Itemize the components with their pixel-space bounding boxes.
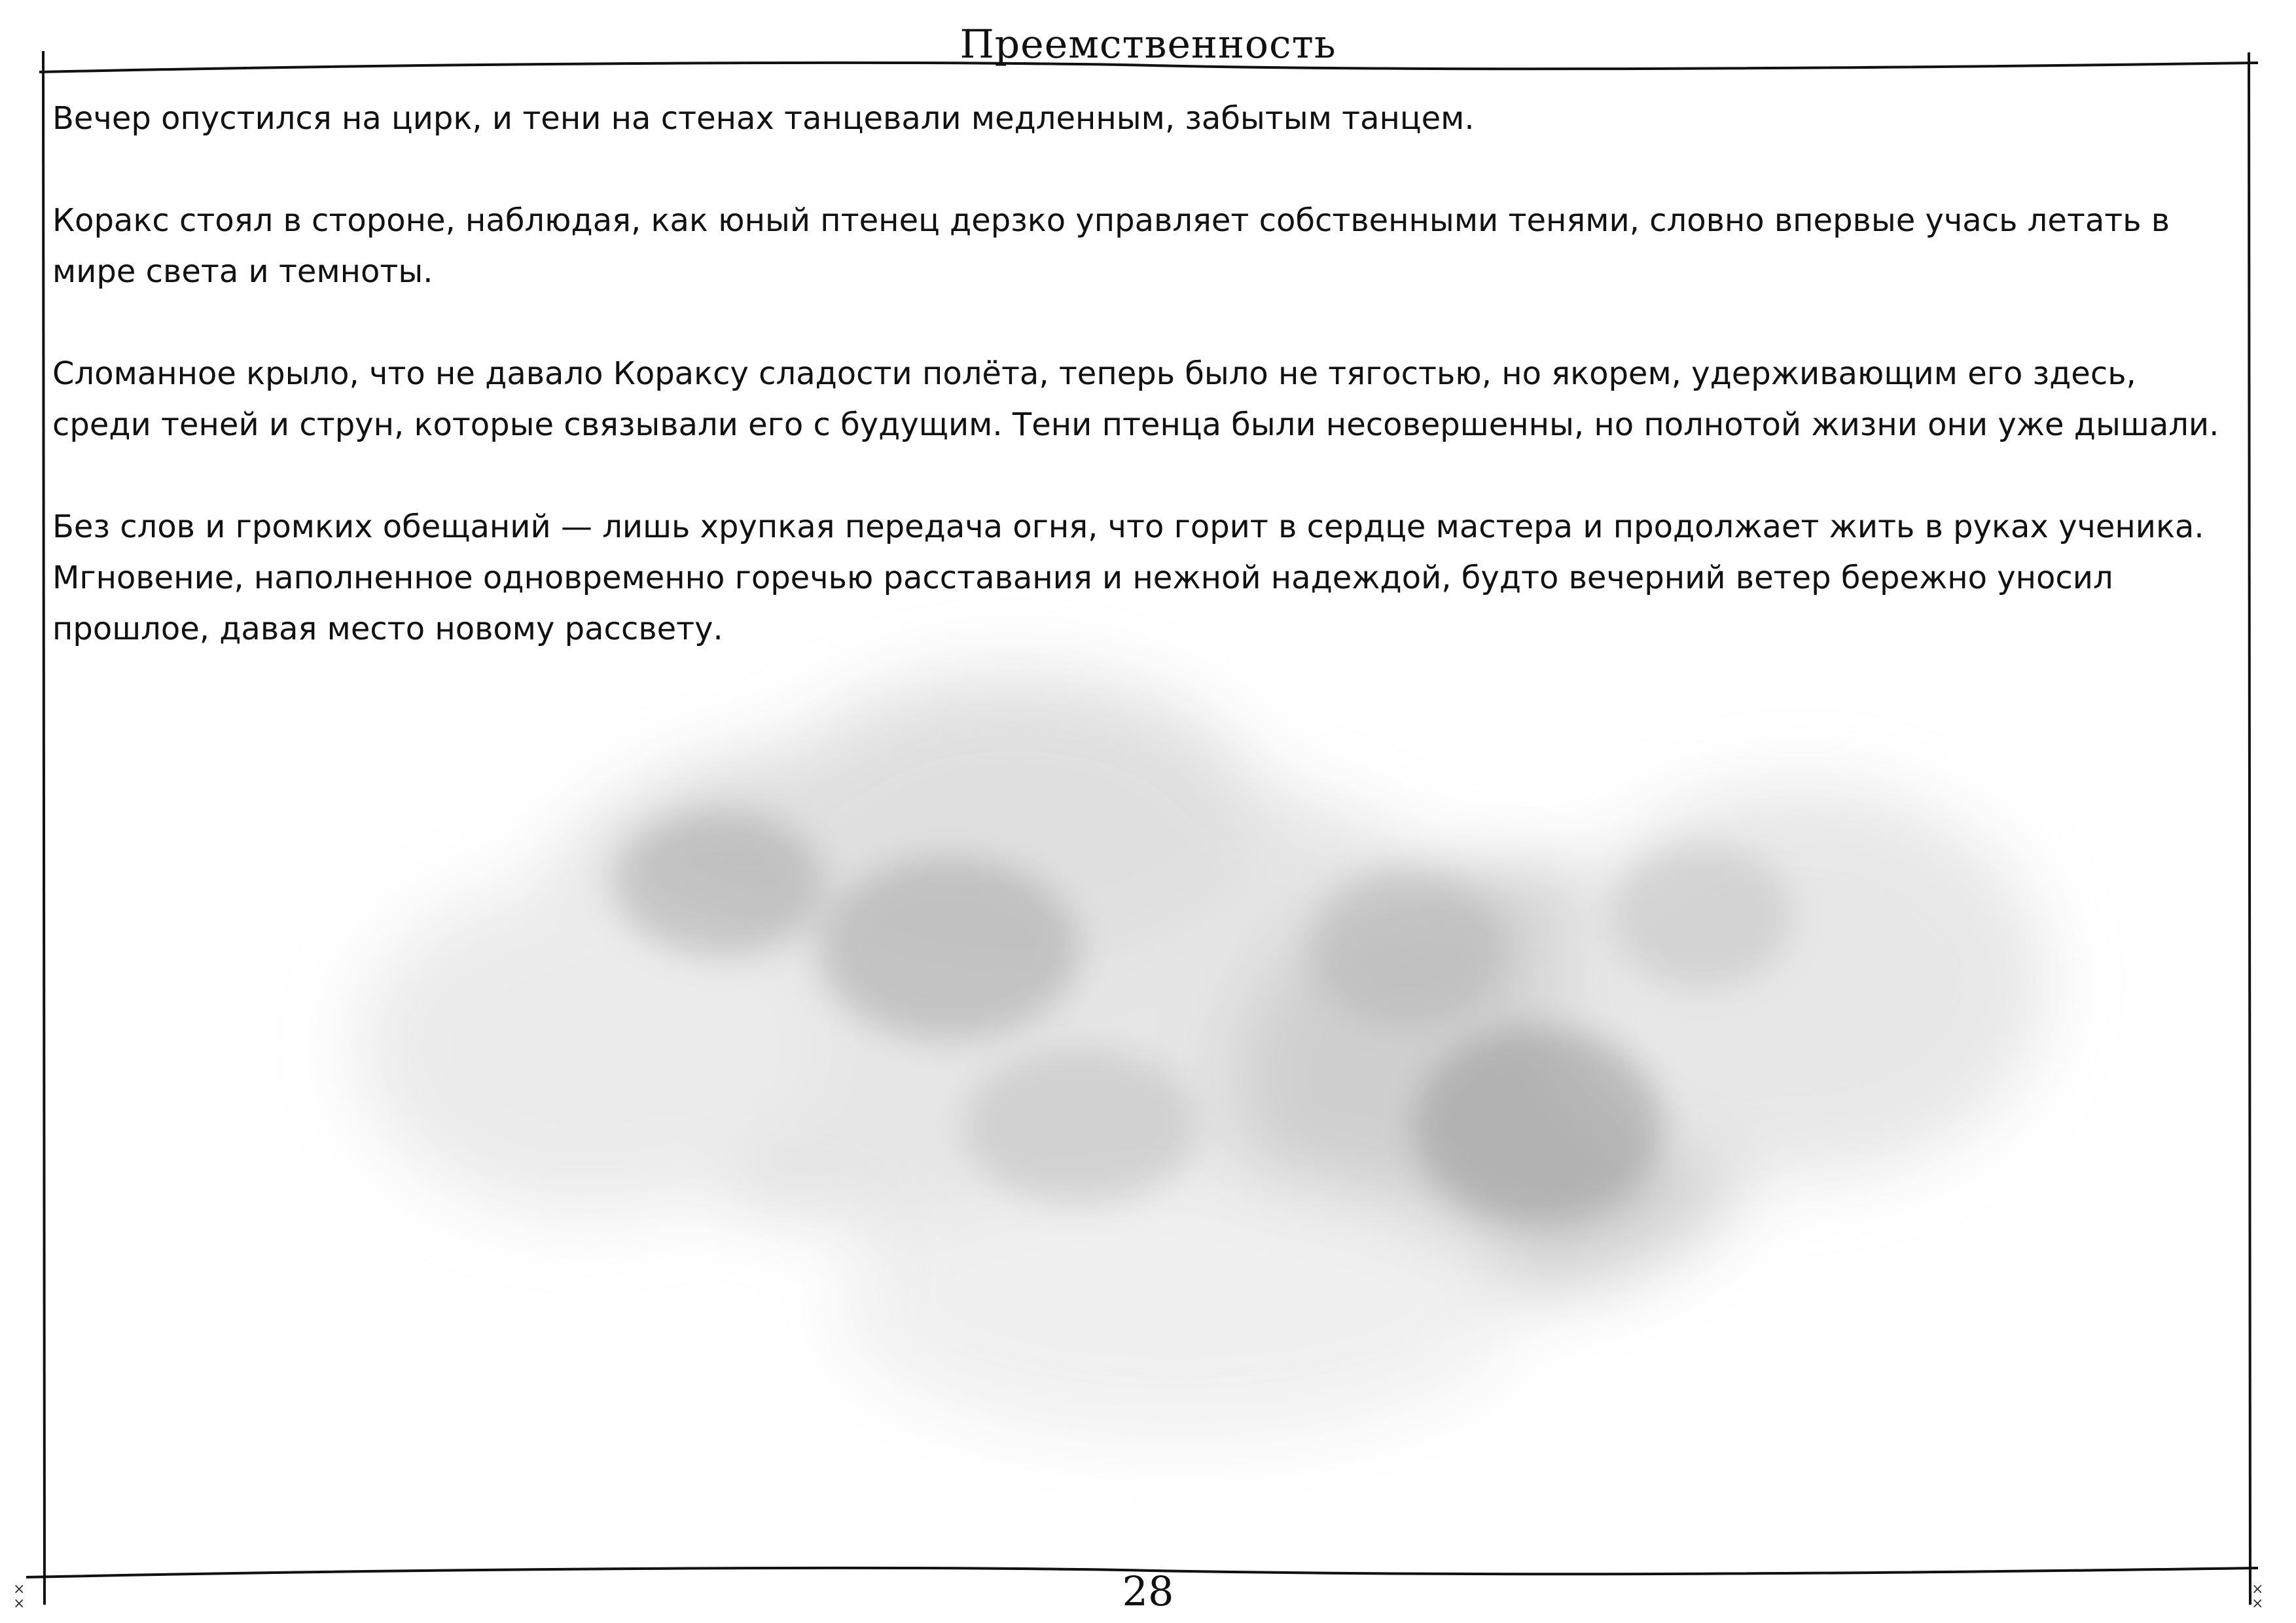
- page-title: Преемственность: [960, 22, 1336, 67]
- left-rule: [43, 51, 45, 1605]
- right-rule: [2249, 52, 2250, 1605]
- paragraph: Коракс стоял в стороне, наблюдая, как юный птенец дерзко управляет собственными тенями, словно впервые учась летать в мире света и темноты.: [52, 202, 2170, 290]
- corner-mark-left: × ×: [13, 1581, 26, 1612]
- paragraph: Сломанное крыло, что не давало Кораксу сладости полёта, теперь было не тягостью, но якорем, удерживающим его здесь, среди теней и струн, которые связывали его с будущим. Тени птенца были несовершенны, но полнотой жизни они уже дышали.: [52, 355, 2219, 443]
- paragraph: Вечер опустился на цирк, и тени на стенах танцевали медленным, забытым танцем.: [52, 100, 1475, 137]
- corner-mark-right: × ×: [2251, 1581, 2264, 1612]
- story-text: [52, 93, 2232, 705]
- page-number: 28: [1122, 1567, 1174, 1615]
- paragraph: Без слов и громких обещаний — лишь хрупкая передача огня, что горит в сердце мастера и продолжает жить в руках ученика. Мгновение, наполненное одновременно горечью расставания и нежной надеждой, будто вечерний ветер бережно уносил прошлое, давая место новому рассвету.: [52, 508, 2204, 647]
